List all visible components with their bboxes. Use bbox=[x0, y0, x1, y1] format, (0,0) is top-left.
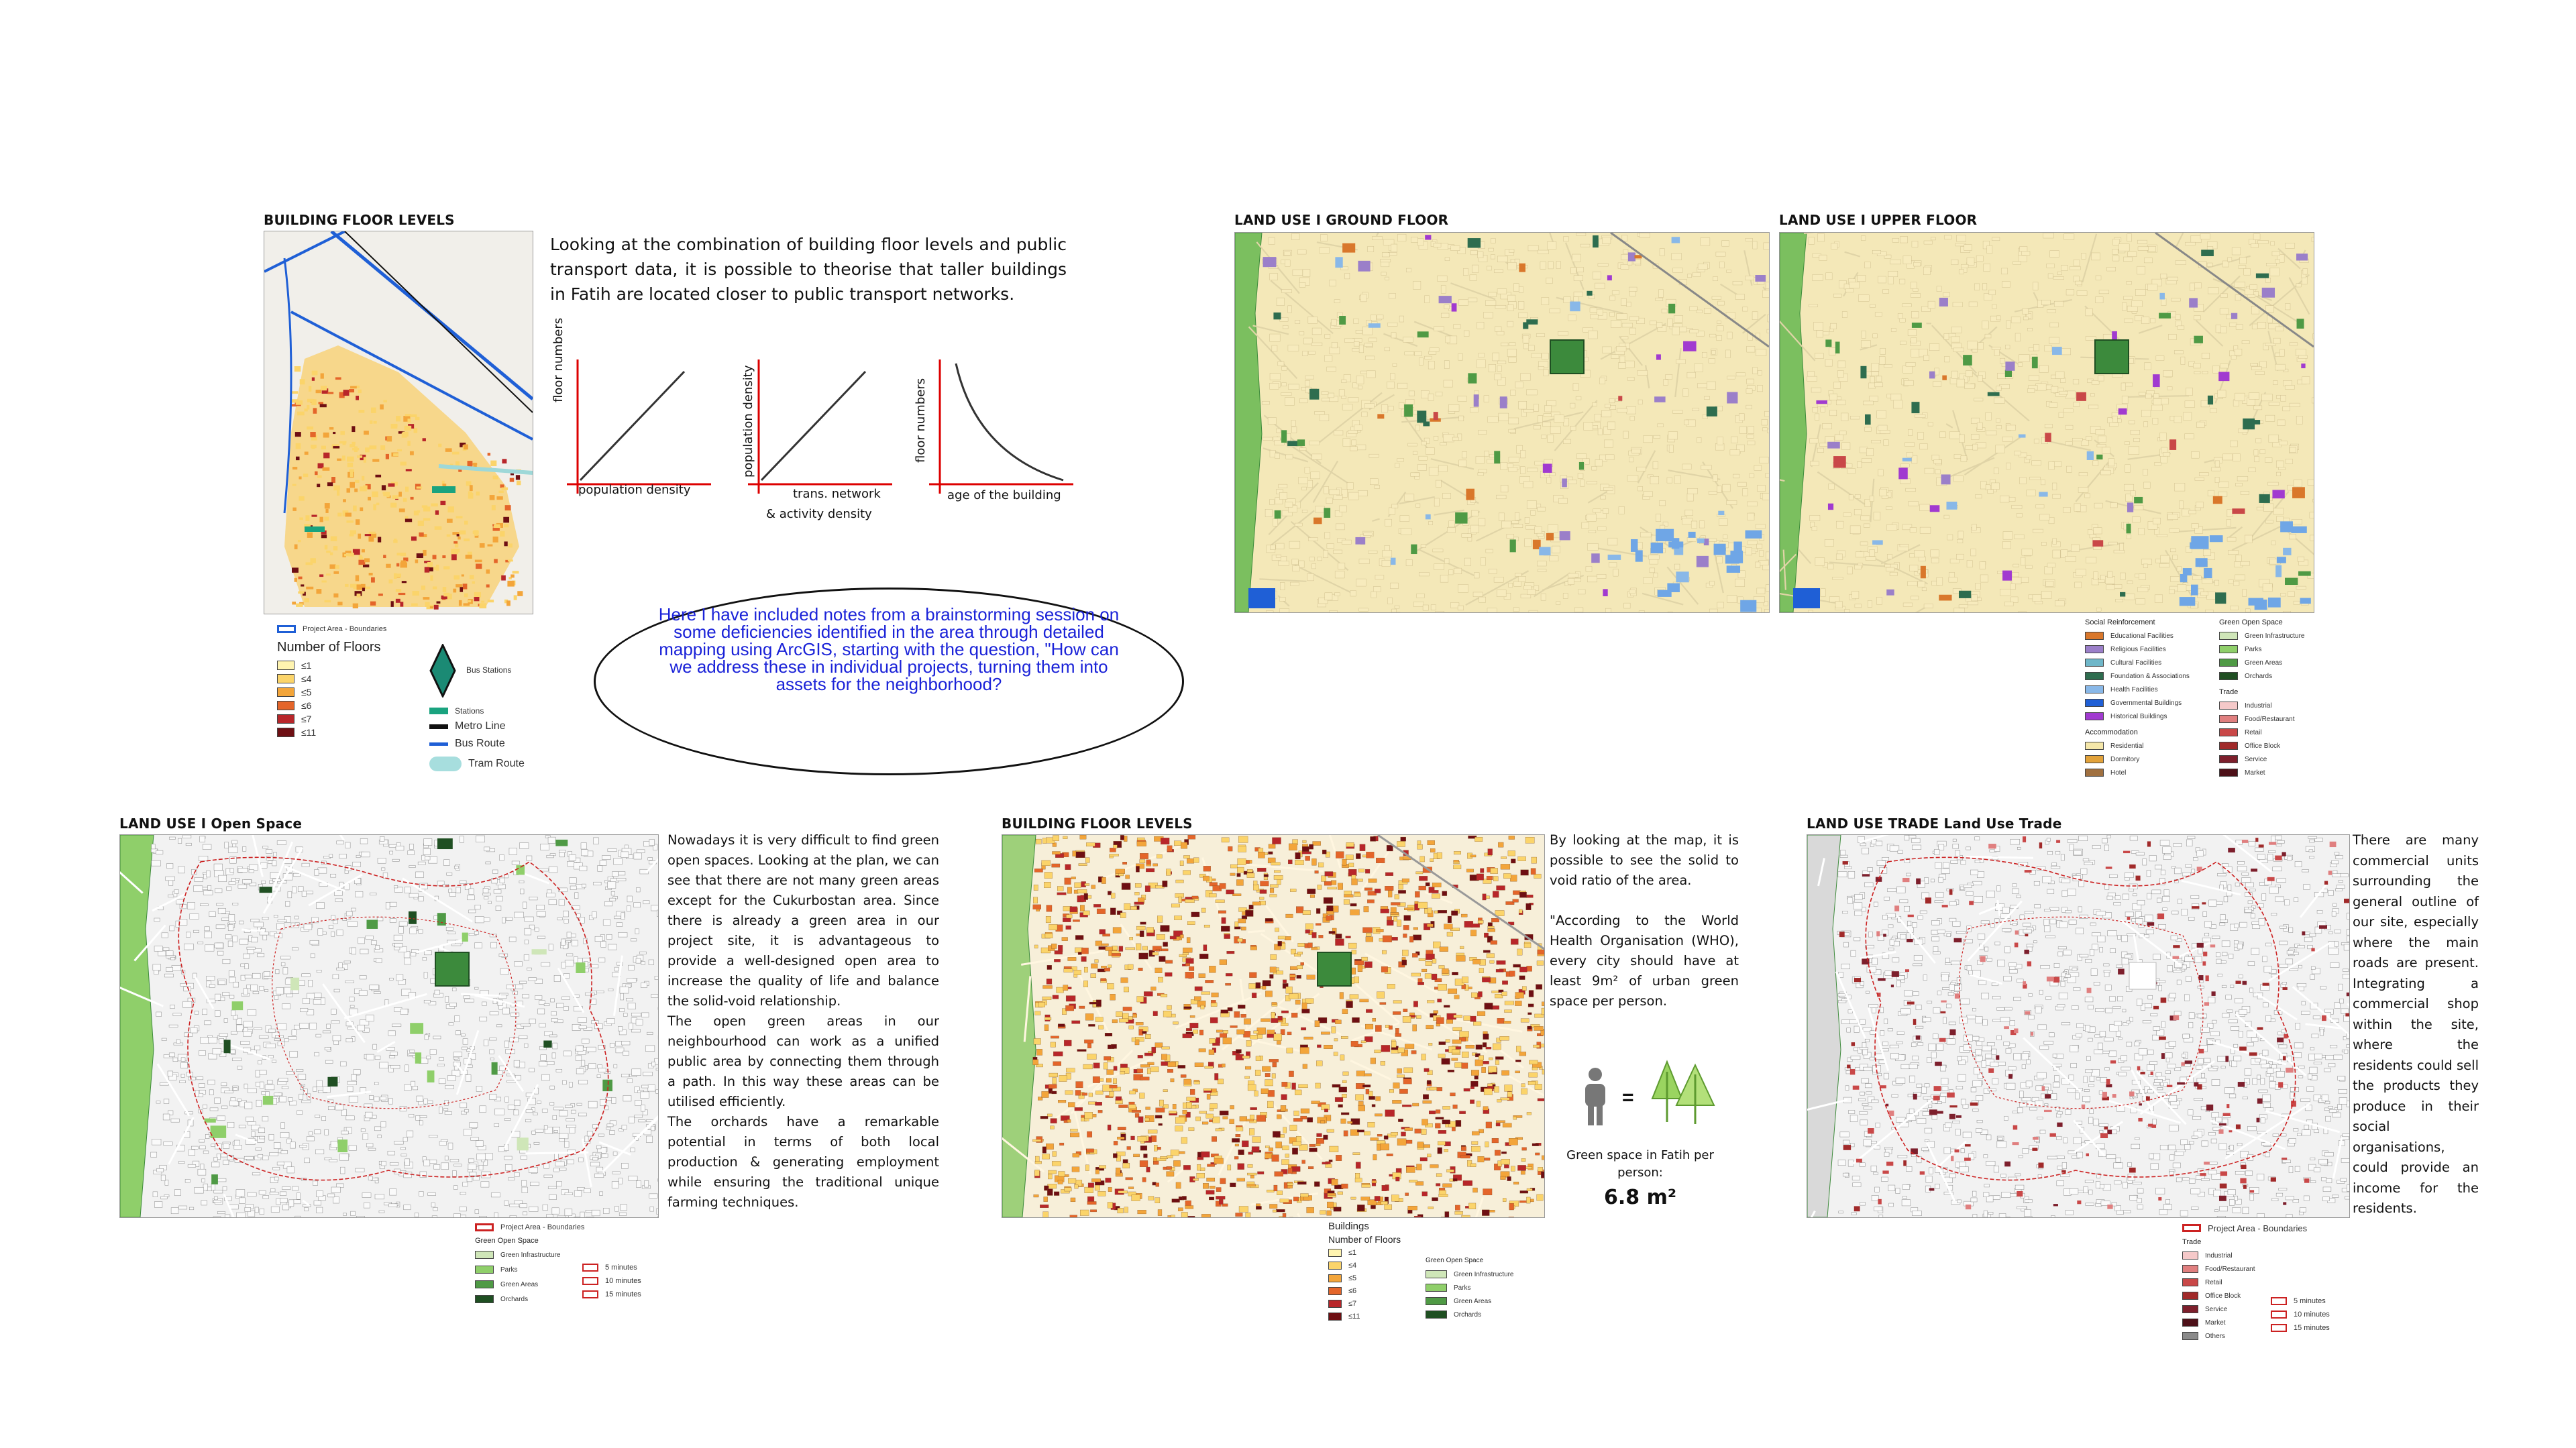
legend-item bbox=[2219, 766, 2313, 779]
legend-label: ≤7 bbox=[1348, 1299, 1357, 1308]
legend-item bbox=[1426, 1268, 1533, 1281]
legend-label: Retail bbox=[2245, 728, 2262, 736]
legend-swatch bbox=[2219, 632, 2238, 640]
legend-item bbox=[475, 1277, 596, 1292]
legend-item bbox=[1328, 1259, 1436, 1272]
legend-item bbox=[2219, 712, 2313, 726]
trade-map bbox=[1807, 834, 2350, 1218]
tree-icon bbox=[1647, 1058, 1721, 1129]
legend-swatch bbox=[1328, 1262, 1342, 1270]
legend-swatch bbox=[2219, 715, 2238, 723]
green-legend-mid: Green Open Space Green Infrastructure Parks Green Areas Orchards bbox=[1426, 1254, 1533, 1321]
legend-item bbox=[2219, 753, 2313, 766]
legend-item bbox=[2085, 710, 2219, 723]
upper-floor-svg bbox=[1780, 233, 2314, 612]
legend-swatch bbox=[2219, 672, 2238, 680]
legend-item bbox=[2085, 683, 2219, 696]
legend-label: Orchards bbox=[500, 1295, 529, 1303]
legend-swatch bbox=[1328, 1300, 1342, 1308]
ground-floor-svg bbox=[1235, 233, 1769, 612]
legend-swatch bbox=[2085, 699, 2104, 707]
legend-item bbox=[2219, 726, 2313, 739]
legend-label: Foundation & Associations bbox=[2110, 672, 2190, 680]
legend-swatch bbox=[1426, 1311, 1447, 1319]
trade-legend: Project Area - Boundaries Trade Industrial Food/Restaurant Retail Office Block Service Market Others bbox=[2182, 1221, 2303, 1343]
legend-swatch bbox=[475, 1280, 494, 1288]
graph1-ylabel: floor numbers bbox=[551, 317, 566, 402]
legend-swatch bbox=[2182, 1292, 2198, 1300]
legend-label: ≤1 bbox=[301, 660, 312, 671]
legend-item bbox=[1328, 1297, 1436, 1310]
legend-label: Dormitory bbox=[2110, 755, 2140, 763]
legend-item bbox=[2219, 739, 2313, 753]
brainstorm-note: Here I have included notes from a brainstorming session on some deficiencies identified in the area through detailed mapping using ArcGIS, starting with the question, "How can we address these in individual projects, turning them into assets for the neighborhood? bbox=[658, 604, 1120, 694]
legend-swatch bbox=[475, 1251, 494, 1259]
graph3-ylabel: floor numbers bbox=[914, 378, 928, 463]
legend-swatch bbox=[277, 728, 294, 737]
legend-swatch bbox=[1328, 1274, 1342, 1282]
legend-item bbox=[2182, 1249, 2303, 1262]
open-space-map bbox=[119, 834, 659, 1218]
legend-swatch bbox=[277, 661, 294, 670]
bus-station-icon bbox=[429, 644, 456, 701]
legend-swatch bbox=[2219, 702, 2238, 710]
legend-item bbox=[277, 659, 559, 672]
green-space-value: 6.8 m² bbox=[1604, 1186, 1676, 1209]
graph3-xlabel: age of the building bbox=[947, 488, 1061, 502]
legend-item bbox=[2085, 753, 2219, 766]
legend-swatch bbox=[2182, 1265, 2198, 1273]
legend-swatch bbox=[277, 674, 294, 683]
legend-swatch bbox=[1426, 1284, 1447, 1292]
legend-swatch bbox=[2085, 645, 2104, 653]
floor-levels-title: BUILDING FLOOR LEVELS bbox=[264, 212, 455, 228]
legend-label: Industrial bbox=[2205, 1251, 2233, 1260]
legend-label: Historical Buildings bbox=[2110, 712, 2167, 720]
legend-swatch bbox=[2085, 742, 2104, 750]
legend-item bbox=[2085, 739, 2219, 753]
legend-item bbox=[2219, 699, 2313, 712]
legend-label: ≤11 bbox=[1348, 1312, 1360, 1321]
legend-swatch bbox=[2085, 659, 2104, 667]
trade-text: There are many commercial units surrounding the general outline of our site, especially where the main roads are present. Integrating a commercial shop within the site, where the residents could sell the products they produce in their social organisations, could provide an income for the residents. bbox=[2353, 832, 2479, 1216]
graph1-xlabel: population density bbox=[578, 483, 691, 497]
legend-label: ≤5 bbox=[301, 687, 312, 698]
legend-swatch bbox=[277, 714, 294, 724]
legend-swatch bbox=[2182, 1278, 2198, 1286]
legend-swatch bbox=[2085, 672, 2104, 680]
graph-floors-vs-age bbox=[922, 353, 1077, 507]
legend-label: Parks bbox=[500, 1266, 518, 1274]
graph2-xlabel: trans. network bbox=[793, 487, 881, 501]
legend-label: ≤6 bbox=[1348, 1286, 1357, 1295]
legend-item bbox=[2085, 643, 2219, 656]
legend-label: Green Areas bbox=[1454, 1297, 1492, 1305]
intro-paragraph: Looking at the combination of building floor levels and public transport data, it is possible to theorise that taller buildings in Fatih are located closer to public transport networks. bbox=[550, 235, 1067, 304]
legend-swatch bbox=[2085, 755, 2104, 763]
legend-label: Food/Restaurant bbox=[2205, 1265, 2255, 1273]
legend-label: Market bbox=[2205, 1319, 2226, 1327]
walk-distance-legend-trade: 5 minutes 10 minutes 15 minutes bbox=[2271, 1294, 2345, 1335]
legend-item bbox=[2182, 1262, 2303, 1276]
legend-swatch bbox=[277, 701, 294, 710]
legend-item bbox=[2219, 643, 2313, 656]
legend-swatch bbox=[2219, 659, 2238, 667]
legend-item bbox=[2085, 669, 2219, 683]
legend-item bbox=[2085, 629, 2219, 643]
legend-item bbox=[1426, 1308, 1533, 1321]
legend-item bbox=[475, 1262, 596, 1277]
legend-label: Orchards bbox=[1454, 1311, 1482, 1319]
legend-label: Green Areas bbox=[2245, 659, 2283, 667]
graph-density-vs-network bbox=[741, 353, 896, 507]
legend-swatch bbox=[475, 1295, 494, 1303]
floor-legend-mid: Buildings Number of Floors ≤1 ≤4 ≤5 ≤6 ≤7 ≤11 bbox=[1328, 1221, 1436, 1323]
legend-item bbox=[2085, 766, 2219, 779]
legend-label: Market bbox=[2245, 769, 2265, 777]
legend-item bbox=[475, 1292, 596, 1306]
legend-label: ≤4 bbox=[301, 673, 312, 684]
legend-label: Religious Facilities bbox=[2110, 645, 2166, 653]
legend-label: Parks bbox=[2245, 645, 2262, 653]
legend-label: Green Infrastructure bbox=[1454, 1270, 1514, 1278]
floor-legend-tl: Project Area - Boundaries Number of Floors ≤1 ≤4 ≤5 ≤6 ≤7 ≤11 bbox=[277, 622, 559, 739]
legend-swatch bbox=[2219, 755, 2238, 763]
open-space-text: Nowadays it is very difficult to find green open spaces. Looking at the plan, we can see that there are not many green areas except for the Cukurbostan area. Since there is already a green area in our project site, it is advantageous to provide a well-designed open area to increase the quality of life and balance the solid-void relationship. The open green areas in our neighbourhood can work as a unified public area by connecting them through a path. In this way these areas can be utilised efficiently. The orchards have a remarkable potential in terms of both local production & generating employment while ensuring the traditional unique farming techniques. bbox=[667, 832, 939, 1210]
legend-swatch bbox=[1328, 1287, 1342, 1295]
legend-label: Service bbox=[2205, 1305, 2228, 1313]
legend-swatch bbox=[2219, 769, 2238, 777]
legend-item bbox=[1328, 1284, 1436, 1297]
legend-label: Others bbox=[2205, 1332, 2226, 1340]
legend-item bbox=[1426, 1294, 1533, 1308]
floor-levels-map bbox=[264, 231, 533, 614]
legend-label: ≤5 bbox=[1348, 1274, 1357, 1282]
bus-stations-label: Bus Stations bbox=[466, 665, 512, 675]
legend-item bbox=[1328, 1272, 1436, 1284]
legend-swatch bbox=[2219, 728, 2238, 736]
legend-label: Educational Facilities bbox=[2110, 632, 2174, 640]
person-icon bbox=[1578, 1066, 1612, 1130]
legend-swatch bbox=[2085, 632, 2104, 640]
legend-item bbox=[2182, 1276, 2303, 1289]
legend-swatch bbox=[2085, 685, 2104, 693]
graph2-xlabel2: & activity density bbox=[766, 507, 872, 521]
legend-label: Industrial bbox=[2245, 702, 2272, 710]
legend-label: Green Infrastructure bbox=[2245, 632, 2305, 640]
legend-item bbox=[2219, 629, 2313, 643]
legend-label: Residential bbox=[2110, 742, 2144, 750]
legend-item bbox=[277, 685, 559, 699]
upper-floor-map bbox=[1779, 232, 2314, 613]
green-space-caption: Green space in Fatih per person: bbox=[1566, 1148, 1714, 1180]
legend-item bbox=[2085, 656, 2219, 669]
ground-floor-title: LAND USE I GROUND FLOOR bbox=[1234, 212, 1449, 228]
legend-label: Orchards bbox=[2245, 672, 2273, 680]
equals-sign: = bbox=[1622, 1087, 1634, 1109]
trade-title: LAND USE TRADE Land Use Trade bbox=[1807, 816, 2062, 832]
legend-swatch bbox=[277, 687, 294, 697]
legend-swatch bbox=[1426, 1270, 1447, 1278]
legend-item bbox=[277, 672, 559, 685]
legend-label: Office Block bbox=[2245, 742, 2281, 750]
legend-label: Service bbox=[2245, 755, 2267, 763]
landuse-legend-green-trade: Green Open Space Green Infrastructure Parks Green Areas Orchards Trade Industrial Food/Restaurant Retail Office Block Service Market bbox=[2219, 616, 2313, 779]
floor-levels-title-2: BUILDING FLOOR LEVELS bbox=[1002, 816, 1193, 832]
open-space-title: LAND USE I Open Space bbox=[119, 816, 303, 832]
legend-label: Green Infrastructure bbox=[500, 1251, 561, 1259]
legend-swatch bbox=[2182, 1251, 2198, 1260]
ground-floor-map bbox=[1234, 232, 1770, 613]
open-space-svg bbox=[120, 835, 658, 1217]
landuse-legend-social: Social Reinforcement Educational Facilities Religious Facilities Cultural Facilities Foundation & Associations Health Facilities Governmental Buildings Historical Buildings Accommodation Residential Dormitory Hotel bbox=[2085, 616, 2219, 779]
legend-label: Hotel bbox=[2110, 769, 2127, 777]
legend-swatch bbox=[2182, 1332, 2198, 1340]
transport-legend: Stations Metro Line Bus Route Tram Route bbox=[429, 704, 550, 775]
legend-swatch bbox=[1426, 1297, 1447, 1305]
floor-levels-map-2 bbox=[1002, 834, 1545, 1218]
legend-label: Governmental Buildings bbox=[2110, 699, 2182, 707]
legend-swatch bbox=[475, 1266, 494, 1274]
legend-label: ≤4 bbox=[1348, 1261, 1357, 1270]
legend-swatch bbox=[1328, 1313, 1342, 1321]
walk-distance-legend-os: 5 minutes 10 minutes 15 minutes bbox=[582, 1261, 663, 1301]
upper-floor-title: LAND USE I UPPER FLOOR bbox=[1779, 212, 1978, 228]
legend-label: Health Facilities bbox=[2110, 685, 2158, 693]
legend-item bbox=[475, 1247, 596, 1262]
legend-item bbox=[2085, 696, 2219, 710]
legend-swatch bbox=[1328, 1249, 1342, 1257]
legend-swatch bbox=[2085, 712, 2104, 720]
legend-label: Cultural Facilities bbox=[2110, 659, 2162, 667]
legend-item bbox=[1328, 1310, 1436, 1323]
open-space-legend: Project Area - Boundaries Green Open Space Green Infrastructure Parks Green Areas Orchards bbox=[475, 1221, 596, 1306]
legend-label: ≤6 bbox=[301, 700, 312, 711]
legend-swatch bbox=[2219, 645, 2238, 653]
legend-label: ≤11 bbox=[301, 727, 317, 738]
floor-levels-svg-2 bbox=[1002, 835, 1544, 1217]
legend-label: Retail bbox=[2205, 1278, 2222, 1286]
legend-item bbox=[2219, 656, 2313, 669]
legend-label: ≤7 bbox=[301, 714, 312, 724]
graph2-ylabel: population density bbox=[741, 365, 755, 478]
legend-swatch bbox=[2182, 1305, 2198, 1313]
legend-item bbox=[1328, 1246, 1436, 1259]
legend-label: Food/Restaurant bbox=[2245, 715, 2295, 723]
trade-svg bbox=[1807, 835, 2349, 1217]
floor-levels-text: By looking at the map, it is possible to see the solid to void ratio of the area. "According to the World Health Organisation (WHO), every city should have at least 9m² of urban green space per person. bbox=[1550, 832, 1739, 1009]
legend-label: ≤1 bbox=[1348, 1248, 1357, 1257]
legend-swatch bbox=[2085, 769, 2104, 777]
legend-label: Office Block bbox=[2205, 1292, 2241, 1300]
legend-item bbox=[1426, 1281, 1533, 1294]
legend-item bbox=[2219, 669, 2313, 683]
legend-label: Green Areas bbox=[500, 1280, 539, 1288]
legend-swatch bbox=[2182, 1319, 2198, 1327]
legend-label: Parks bbox=[1454, 1284, 1471, 1292]
legend-swatch bbox=[2219, 742, 2238, 750]
